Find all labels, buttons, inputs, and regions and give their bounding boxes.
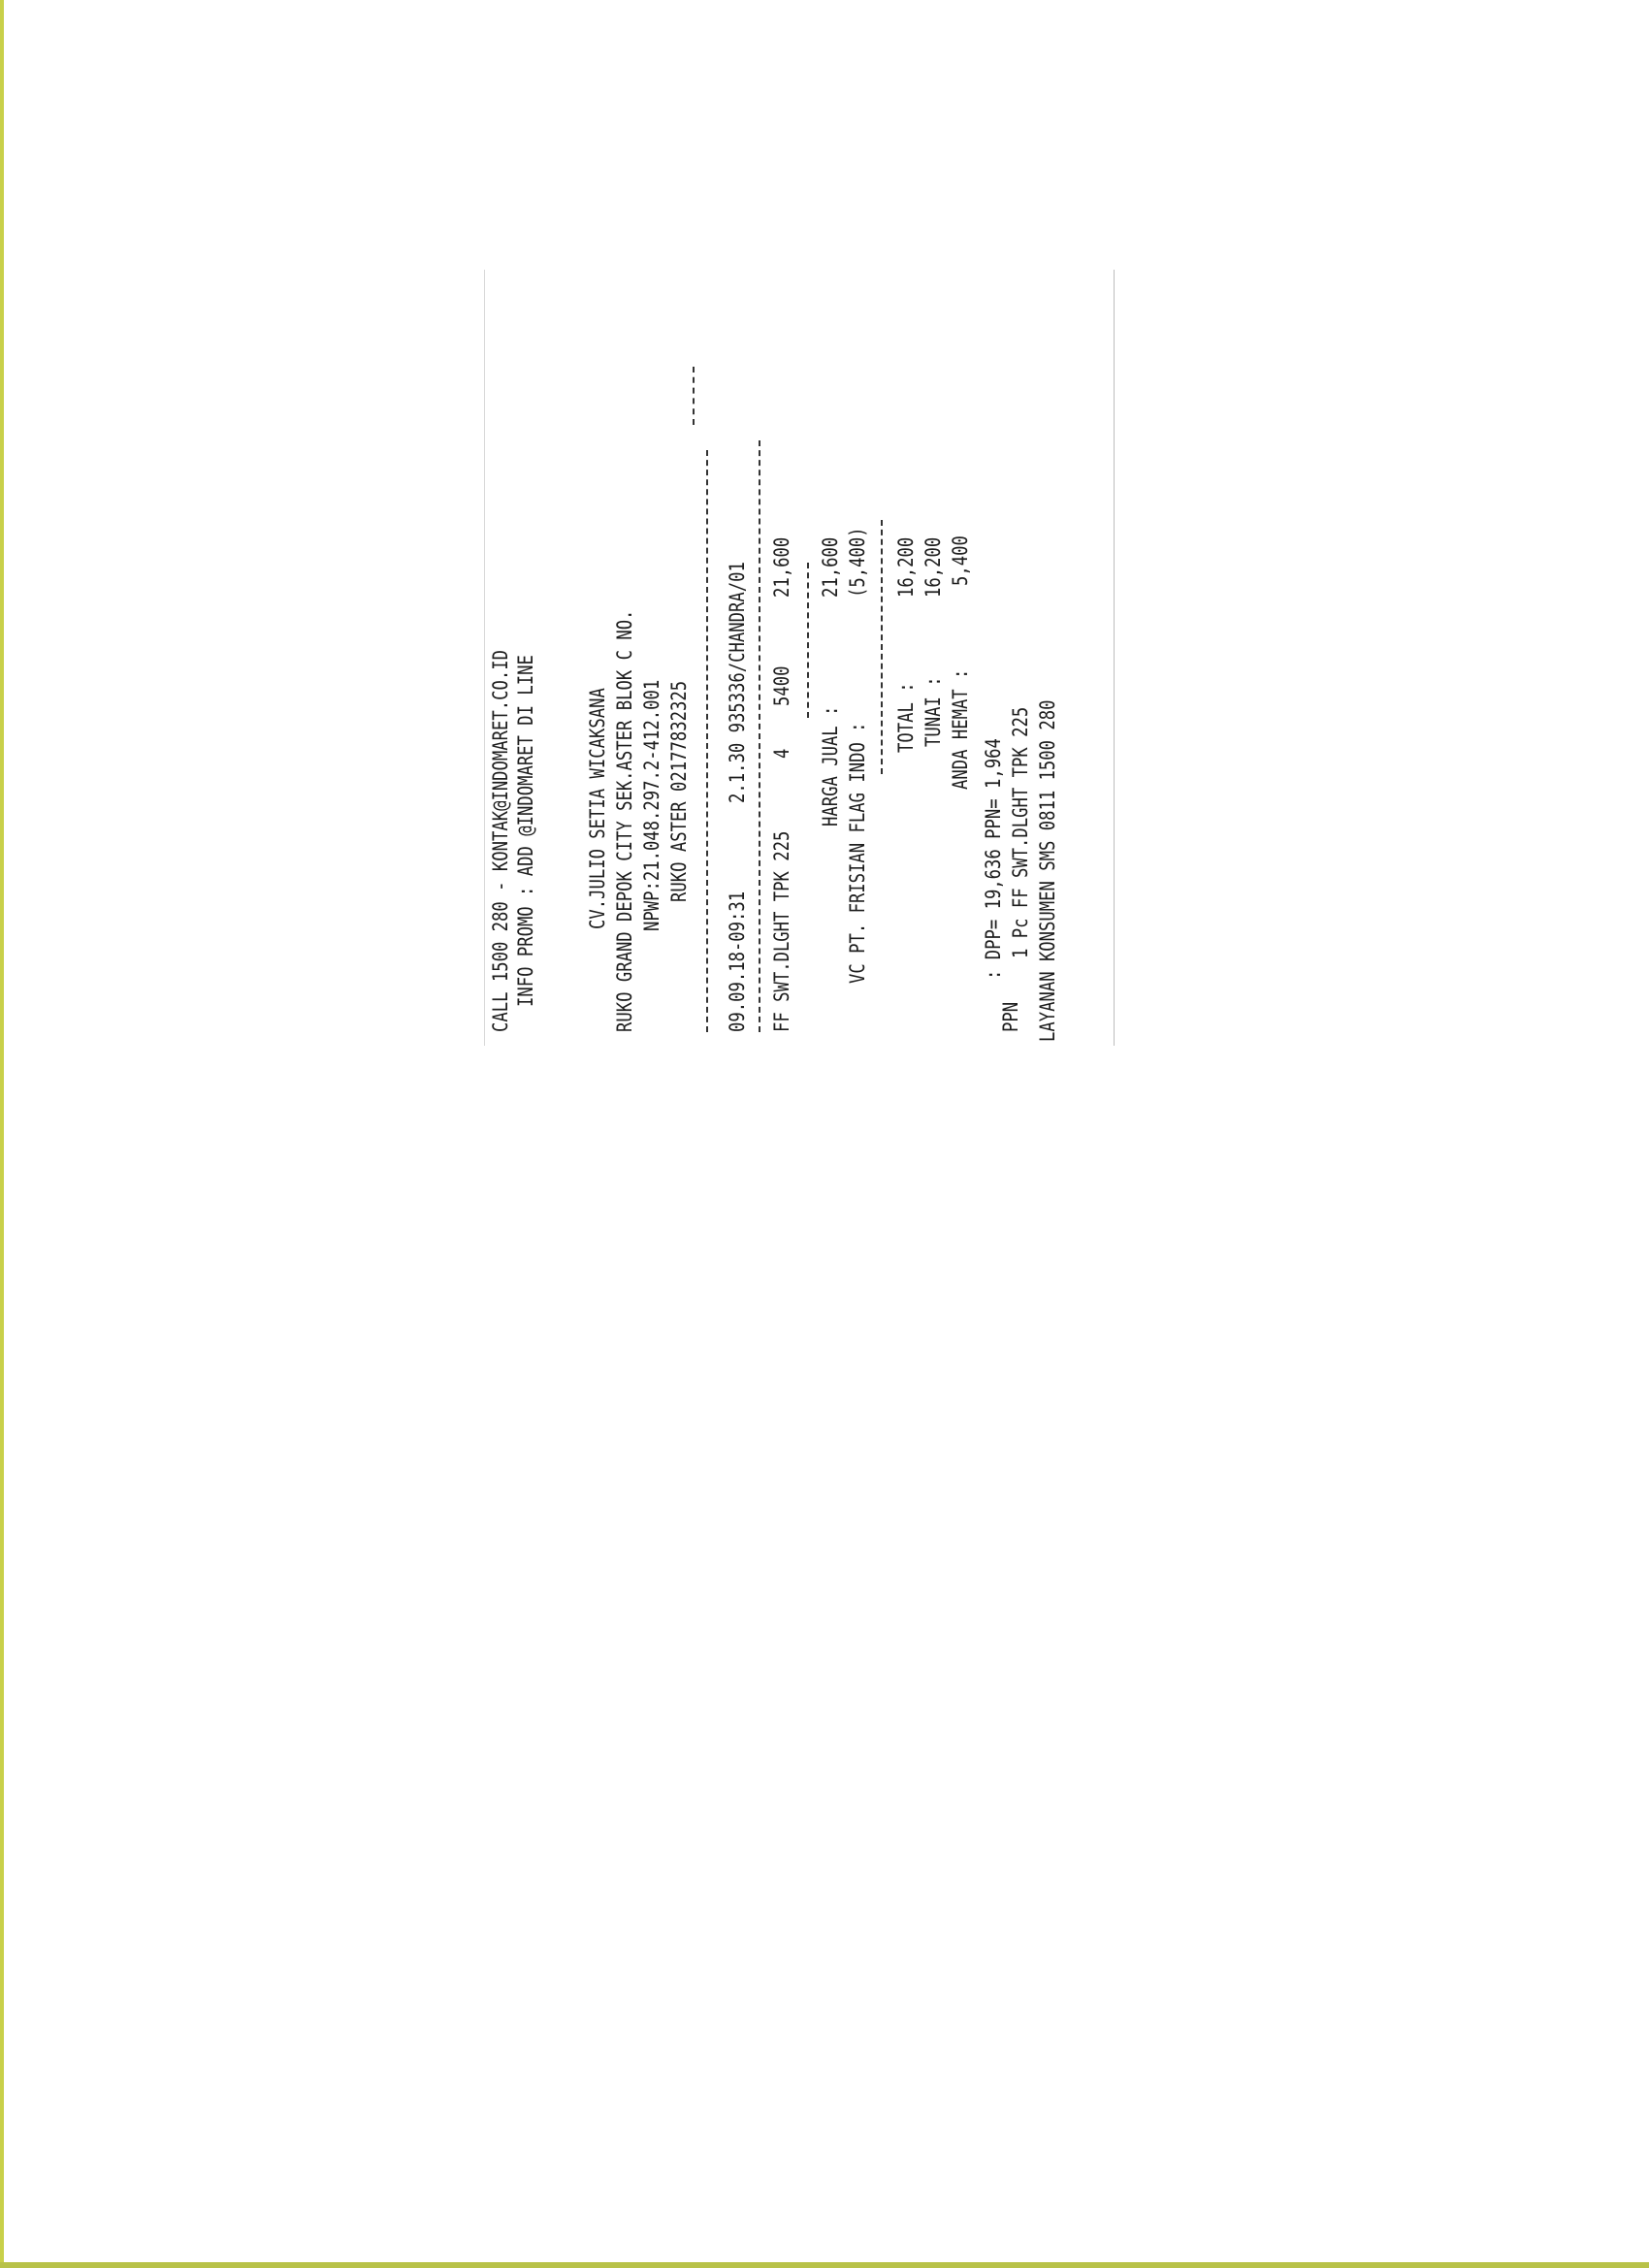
footer-line: LAYANAN KONSUMEN SMS 0811 1500 280 <box>1036 699 1059 1042</box>
transaction-info: 2.1.30 935336/CHANDRA/01 <box>726 562 749 803</box>
store-name: CV.JULIO SETIA WICAKSANA <box>586 688 609 929</box>
voucher-label: VC PT. FRISIAN FLAG INDO : <box>846 722 869 984</box>
hemat-label: ANDA HEMAT : <box>949 668 972 790</box>
harga-jual-label: HARGA JUAL : <box>819 705 842 826</box>
header-promo-line: INFO PROMO : ADD @INDOMARET DI LINE <box>514 655 537 1007</box>
divider <box>881 520 883 774</box>
header-contact-line: CALL 1500 280 - KONTAK@INDOMARET.CO.ID <box>489 650 512 1032</box>
transaction-datetime: 09.09.18-09:31 <box>726 891 749 1032</box>
item-price: 5400 <box>770 665 793 706</box>
receipt <box>484 270 1115 1046</box>
divider <box>693 367 695 425</box>
tax-label: PPN <box>999 1001 1022 1032</box>
store-address: RUKO GRAND DEPOK CITY SEK.ASTER BLOK C NO. <box>613 609 636 1032</box>
divider <box>807 563 809 718</box>
total-value: 16,200 <box>894 536 918 598</box>
divider <box>706 450 708 1032</box>
tax-line: : DPP= 19,636 PPN= 1,964 <box>982 738 1005 980</box>
scan-edge-bottom <box>0 2262 1649 2268</box>
hemat-value: 5,400 <box>949 535 972 586</box>
item-name: FF SWT.DLGHT TPK 225 <box>770 830 793 1032</box>
tunai-label: TUNAI : <box>922 676 945 747</box>
promo-line: 1 Pc FF SWT.DLGHT TPK 225 <box>1009 706 1032 958</box>
store-branch: RUKO ASTER 02177832325 <box>667 680 691 902</box>
item-qty: 4 <box>770 748 793 759</box>
tunai-value: 16,200 <box>922 536 945 598</box>
scan-edge-left <box>0 0 4 2268</box>
total-label: TOTAL : <box>894 682 918 753</box>
divider <box>759 440 760 1032</box>
item-total: 21,600 <box>770 536 793 598</box>
voucher-value: (5,400) <box>846 527 869 598</box>
store-npwp: NPWP:21.048.297.2-412.001 <box>640 679 663 931</box>
harga-jual-value: 21,600 <box>819 536 842 598</box>
